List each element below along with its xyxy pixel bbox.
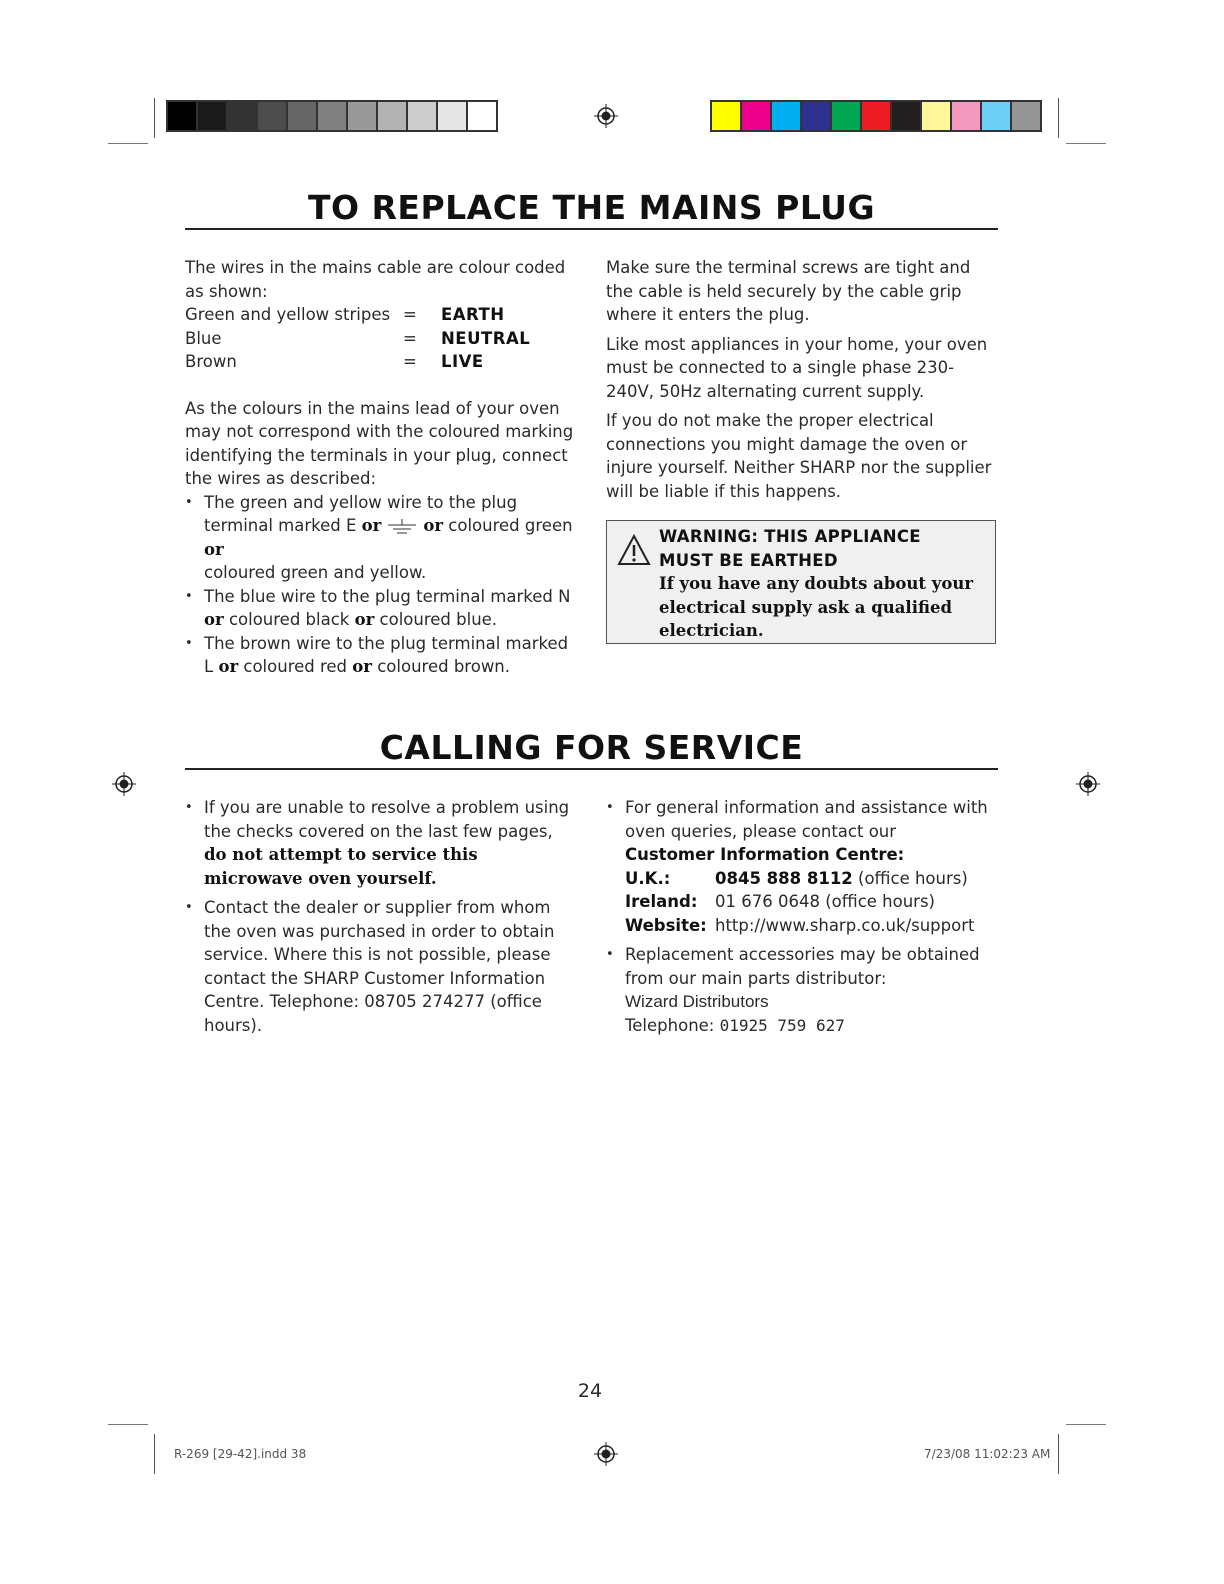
color-swatch (228, 102, 258, 130)
section-title-calling-for-service: CALLING FOR SERVICE (379, 728, 804, 767)
color-swatch (742, 102, 772, 130)
registration-mark-icon (594, 1442, 618, 1466)
service-bullet-list (185, 796, 577, 1037)
color-swatch (982, 102, 1012, 130)
color-swatch (318, 102, 348, 130)
wire-name: Blue (185, 328, 222, 348)
crop-mark (108, 143, 148, 144)
wire-intro: The wires in the mains cable are colour coded as shown: (185, 258, 566, 301)
color-swatch (712, 102, 742, 130)
wire-row (185, 303, 577, 327)
mains-plug-right-column (606, 256, 998, 503)
customer-centre-heading: Customer Information Centre: (625, 845, 905, 864)
color-swatch (1012, 102, 1040, 130)
warning-triangle-icon (617, 534, 651, 566)
crop-mark (154, 1434, 155, 1474)
contact-row-uk: U.K.: 0845 888 8112 (office hours) (625, 868, 968, 888)
list-item: • If you are unable to resolve a problem using the checks covered on the last few pages, do not attempt to service this microwave oven yourself. (185, 796, 577, 890)
page-number: 24 (577, 1380, 603, 1402)
color-swatch (438, 102, 468, 130)
list-item: • For general information and assistance with oven queries, please contact our Customer Information Centre: U.K.: 0845 888 8112 (office hours) Ireland: 01 676 0648 (office hours) Website: http://www.sharp.co.uk/support (606, 796, 998, 937)
section-title-mains-plug: TO REPLACE THE MAINS PLUG (307, 188, 876, 227)
terminal-screws-text: Make sure the terminal screws are tight and the cable is held securely by the cable grip where it enters the plug. (606, 258, 971, 324)
list-item: • Replacement accessories may be obtained from our main parts distributor: Wizard Distributors Telephone: 01925 759 627 (606, 943, 998, 1037)
color-swatch (952, 102, 982, 130)
color-swatch (922, 102, 952, 130)
contact-row-website: Website: http://www.sharp.co.uk/support (625, 914, 998, 938)
list-item: • The green and yellow wire to the plug terminal marked E or or coloured green or coloured green and yellow. (185, 491, 577, 585)
warning-body: If you have any doubts about your electrical supply ask a qualified electrician. (659, 574, 974, 640)
list-item: • The brown wire to the plug terminal marked L or coloured red or coloured brown. (185, 632, 577, 679)
distributor-name: Wizard Distributors (625, 992, 769, 1011)
footer-timestamp: 7/23/08 11:02:23 AM (924, 1447, 1051, 1461)
list-item: • The blue wire to the plug terminal marked N or coloured black or coloured blue. (185, 585, 577, 632)
equals-sign: = (403, 305, 417, 324)
mains-plug-left-column (185, 256, 577, 679)
color-swatch (408, 102, 438, 130)
warning-text (659, 525, 981, 643)
registration-mark-icon (1076, 772, 1100, 796)
grayscale-color-bar (166, 100, 498, 132)
color-swatch (168, 102, 198, 130)
wire-terminal: NEUTRAL (441, 328, 531, 348)
crop-mark (1066, 1424, 1106, 1425)
footer-filename: R-269 [29-42].indd 38 (174, 1447, 307, 1461)
color-swatch (378, 102, 408, 130)
distributor-telephone: Telephone: 01925 759 627 (625, 1015, 845, 1035)
contact-row-ireland: Ireland: 01 676 0648 (office hours) (625, 892, 935, 911)
color-swatch (288, 102, 318, 130)
wire-terminal: EARTH (441, 305, 505, 324)
supply-requirements-text: Like most appliances in your home, your oven must be connected to a single phase 230-240V, 50Hz alternating current supply. (606, 334, 988, 401)
color-swatch (772, 102, 802, 130)
color-swatch (802, 102, 832, 130)
section-rule (185, 228, 998, 230)
crop-mark (108, 1424, 148, 1425)
liability-text: If you do not make the proper electrical connections you might damage the oven or injure yourself. Neither SHARP nor the supplier will be liable if this happens. (606, 411, 992, 501)
color-swatch (892, 102, 922, 130)
equals-sign: = (403, 328, 417, 348)
service-left-column (185, 796, 577, 1037)
website-link[interactable]: http://www.sharp.co.uk/support (715, 915, 975, 935)
crop-mark (1058, 1434, 1059, 1474)
registration-mark-icon (112, 772, 136, 796)
registration-mark-icon (594, 104, 618, 128)
wire-name: Green and yellow stripes (185, 305, 391, 324)
process-color-bar (710, 100, 1042, 132)
warning-heading: WARNING: THIS APPLIANCE (659, 527, 921, 546)
service-right-column (606, 796, 998, 1037)
earth-symbol-icon (385, 519, 419, 535)
color-swatch (468, 102, 496, 130)
wiring-instructions: As the colours in the mains lead of your oven may not correspond with the coloured marking identifying the terminals in your plug, connect the wires as described: (185, 398, 574, 488)
color-swatch (348, 102, 378, 130)
crop-mark (1058, 98, 1059, 138)
contact-bullet-list (606, 796, 998, 1037)
equals-sign: = (403, 352, 417, 371)
section-rule (185, 768, 998, 770)
wire-row (185, 327, 577, 351)
wiring-bullet-list (185, 491, 577, 679)
wire-colour-table (185, 303, 577, 374)
warning-heading: MUST BE EARTHED (659, 550, 838, 570)
color-swatch (862, 102, 892, 130)
color-swatch (198, 102, 228, 130)
color-swatch (258, 102, 288, 130)
list-item: • Contact the dealer or supplier from whom the oven was purchased in order to obtain service. Where this is not possible, please contact the SHARP Customer Information Centre. Telephone: 08705 274277 (office hours). (185, 896, 577, 1037)
wire-terminal: LIVE (441, 352, 484, 371)
crop-mark (154, 98, 155, 138)
color-swatch (832, 102, 862, 130)
crop-mark (1066, 143, 1106, 144)
warning-box (606, 520, 996, 644)
wire-name: Brown (185, 352, 237, 371)
wire-row (185, 350, 577, 374)
